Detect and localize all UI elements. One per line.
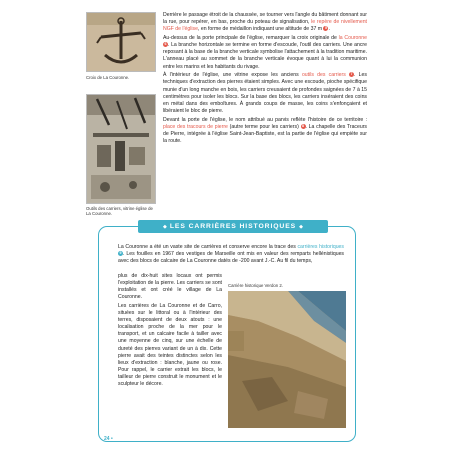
highlight-ngf-marker: le repère de nivellement NGF de l'église [163,19,367,33]
text-run: . Les fouilles en 1967 des vestiges de Marseille ont mis en valeur des remparts hellénistiques avec des blocs de calcaire de La Couronne datés de -200 avant J.-C. Au fil du temps, [118,251,344,265]
point-badge: 7 [350,72,353,77]
highlight-carrier-tools: outils des carriers [301,72,346,79]
text-run: À l'intérieur de l'église, une vitrine expose les anciens [163,72,299,79]
anchor-cross-image [87,13,155,71]
box-paragraph-1 [118,244,344,265]
diamond-icon: ◆ [163,223,167,230]
point-badge: 8 [302,123,305,128]
text-run: Devant la porte de l'église, le nom attribué au parvis reflète l'histoire de ce territoire : [163,116,367,123]
text-run: . La branche horizontale se termine en forme d'escoude, l'outil des carriers. Une ancre reposant à la base de la branche verticale symbolise l'attachement à la tradition maritime. L'anneau placé au sommet de la branche verticale évoque quant à lui la communion entre les marins et les habitants du rivage. [163,42,367,70]
text-run: La Couronne a été un vaste site de carrières et conserve encore la trace des [118,244,296,250]
text-run: (autre terme pour les carriers) [229,123,299,130]
text-run: Au-dessus de la porte principale de l'église, remarquer la croix originale de [163,34,337,41]
main-paragraph-4 [163,117,367,146]
box-title-banner [138,220,328,233]
anchor-cross-photo [86,12,156,72]
text-run: Derrière le passage étroit de la chaussée, se tourner vers l'angle du bâtiment donnant sur la rue, pour repérer, en bas, proche du poteau de signalisation, [163,12,367,26]
diamond-icon: ◆ [299,223,303,230]
point-badge: 9 [119,251,122,256]
main-paragraph-3 [163,72,367,115]
main-paragraph-2 [163,35,367,71]
main-text-column [163,12,367,147]
tools-vitrine-image [87,95,155,203]
text-run: , en forme de médaillon indiquant une altitude de 37 m [197,26,323,33]
quarry-image [228,291,346,428]
text-run: . [328,26,330,33]
point-badge: 5 [324,26,327,31]
page-number: 24 • [104,436,113,442]
main-paragraph-1 [163,12,367,33]
tools-vitrine-caption: Outils des carriers, vitrine église de La Couronne. [86,206,153,217]
text-run: . La chapelle des Traceurs de Pierre, intégrée à l'église Saint-Jean-Baptiste, est la partie de l'église qui empiète sur la route. [163,123,367,145]
point-badge: 6 [164,42,167,47]
anchor-cross-caption: Croix de La Couronne. [86,75,130,80]
quarry-photo [228,291,346,428]
text-run: Les carrières de La Couronne et de Carro, situées sur le littoral ou à l'intérieur des terres, disposaient de deux atouts : une localisation proche de la mer pour le transport, et un calcaire facile à tailler avec une moyenne de cinq, sur une échelle de dureté des pierres variant de un à dix. Cette pierre avait des teintes distinctes selon les lieux d'extraction : blanche, jaune ou rose. Pour rappel, le carrier extrait les blocs, le tailleur de pierre construit le monument et le sculpteur le décore. [118,302,222,388]
box-title: LES CARRIÈRES HISTORIQUES [169,223,297,230]
tools-vitrine-photo [86,94,156,204]
highlight-place-name: place des tracours de pierre [163,123,228,130]
highlight-la-couronne: la Couronne [338,34,367,41]
quarry-photo-caption: Carrière historique Verdon 2. [228,283,283,288]
box-paragraph-2 [118,273,222,390]
text-run: plus de dix-huit sites locaux ont permis l'exploitation de la pierre. Les carriers se sont installés et ont créé le village de La Couronne. [118,273,222,301]
text-run: . Les techniques d'extraction des pierres étaient simples. Avec une escoude, pioche spécifique munie d'un long manche en bois, les carriers creusaient de profondes saignées de 7 à 15 centimètres pour isoler les blocs. Sur la base des blocs, les carriers inséraient des coins en métal dans des emboîtures. À grands coups de masse, les coins s'enfonçaient et libéraient le bloc de pierre. [163,72,367,115]
highlight-historic-quarries: carrières historiques [297,244,344,250]
